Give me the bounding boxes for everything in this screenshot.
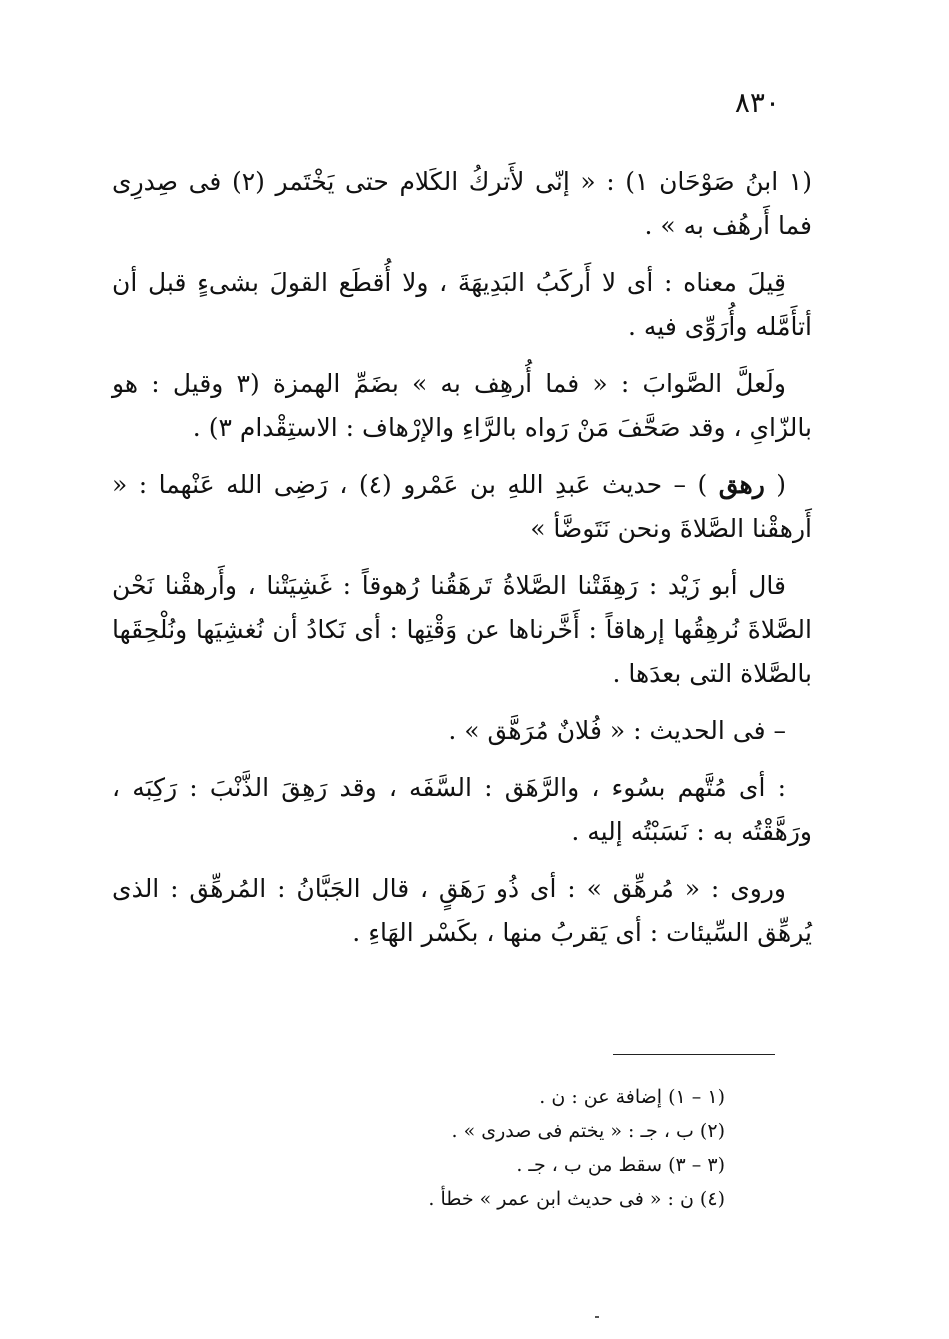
paragraph-muttaham: : أى مُتَّهم بسُوء ، والرَّهَق : السَّفَه ، وقد رَهِقَ الذَّنْبَ : رَكِبَه ، ورَهَّقْتُه به : نَسَبْتُه إليه .	[112, 773, 812, 846]
paragraph-correction: ولَعلَّ الصَّوابَ : « فما أُرهِف به » بضَمِّ الهمزة (٣ وقيل : هو بالزّاىِ ، وقد صَحَّفَ مَنْ رَواه بالرَّاءِ والإرْهاف : الاستِقْدام ٣) .	[112, 369, 812, 442]
paragraph-abu-zayd: قال أبو زَيْد : رَهِقَتْنا الصَّلاةُ تَرهَقُنا رُهوقاً : غَشِيَتْنا ، وأَرهقْنا نَحْن الصَّلاةَ نُرهِقُها إرهاقاً : أَخَّرناها عن وَقْتِها : أى نَكادُ أن نُغشِيَها ونُلْحِقَها بالصَّلاة التى بعدَها .	[112, 571, 812, 688]
footnote-2: (٢) ب ، جـ : « يختم فى صدرى » .	[451, 1120, 725, 1142]
paragraph-entry-rhq: ( رهق ) – حديث عَبدِ اللهِ بن عَمْرو (٤) ، رَضِى الله عَنْهما : « أَرهقْنا الصَّلاةَ ونحن نَتَوضَّأ »	[112, 470, 812, 543]
paragraph-murahhiq: وروى : « مُرهِّق » : أى ذُو رَهَقٍ ، قال الجَبَّانُ : المُرهِّق : الذى يُرهِّق السِّيئات : أى يَقربُ منها ، بكَسْر الهَاءِ .	[112, 874, 812, 947]
footnote-3: (٣ – ٣) سقط من ب ، جـ .	[516, 1154, 725, 1176]
bottom-mark	[595, 1316, 599, 1318]
body-text	[112, 160, 812, 968]
paragraph-meaning: قِيلَ معناه : أى لا أَركَبُ البَدِيهَةَ ، ولا أُقطَع القولَ بشىءٍ قبل أن أتأَمَّله وأُرَوِّى فيه .	[112, 268, 812, 341]
paragraph-hadith-murahhaq: – فى الحديث : « فُلانٌ مُرَهَّق » .	[448, 716, 786, 745]
footnote-1: (١ – ١) إضافة عن : ن .	[539, 1086, 725, 1108]
footnote-4: (٤) ن : « فى حديث ابن عمر » خطأ .	[428, 1188, 725, 1210]
entry-headword: رهق	[718, 470, 765, 499]
footnote-divider	[613, 1054, 775, 1055]
page-number: ٨٣٠	[734, 86, 780, 119]
entry-text: – حديث عَبدِ اللهِ بن عَمْرو (٤) ، رَضِى الله عَنْهما : « أَرهقْنا الصَّلاةَ ونحن نَتَوضَّأ »	[112, 470, 812, 543]
paragraph-ibn-sawhan: (١ ابنُ صَوْحَان ١) : « إنّى لأَتركُ الكَلام حتى يَخْتَمر (٢) فى صِدرِى فما أَرهُف به » .	[112, 167, 812, 240]
footnotes	[300, 1080, 725, 1216]
